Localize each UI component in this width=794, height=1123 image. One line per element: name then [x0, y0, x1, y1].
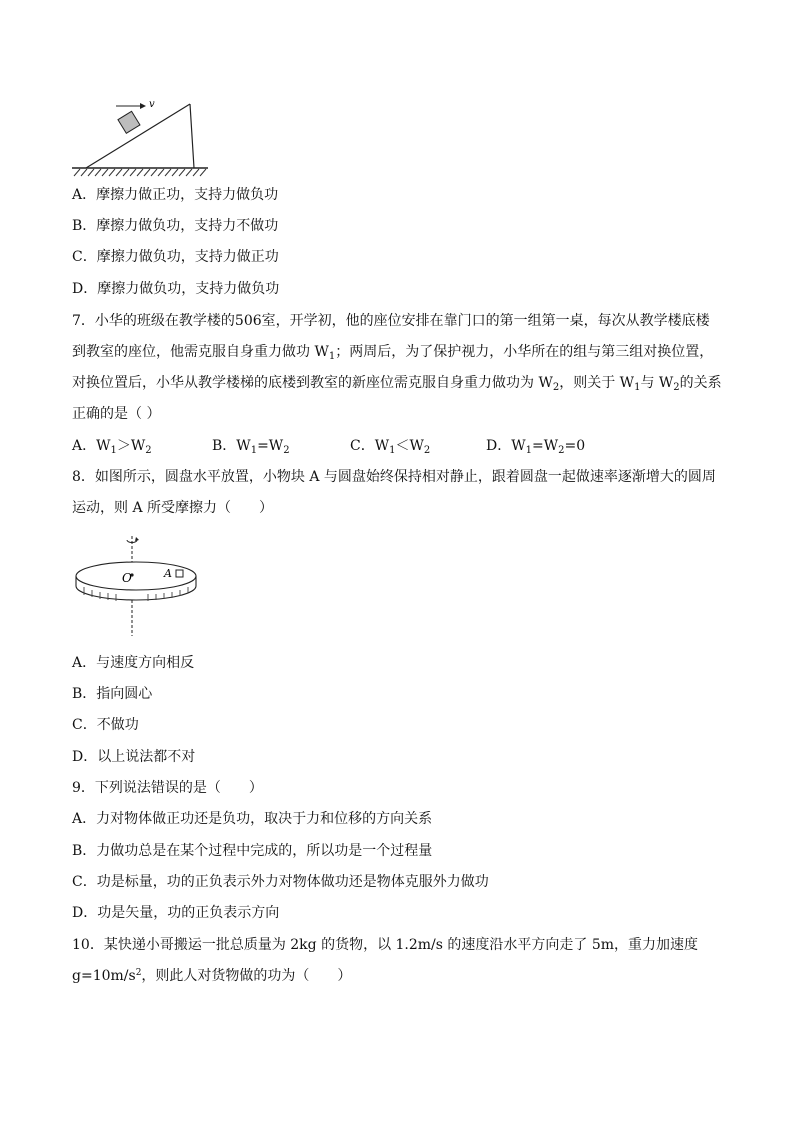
incline-vertical-side	[190, 104, 194, 168]
q8-option-c: C．不做功	[72, 717, 139, 733]
q7-line2-text-b: ；两周后，为了保护视力，小华所在的组与第三组对换位置，	[335, 344, 714, 360]
q7-line2-text-a: 到教室的座位，他需克服自身重力做功 W	[72, 344, 329, 360]
q7-opt-b-sub1: 1	[250, 445, 258, 456]
q7-opt-b-sub2: 2	[283, 445, 290, 456]
q7-opt-d-sub2: 2	[558, 445, 565, 456]
q7-sub-w1b: 1	[634, 382, 641, 393]
q7-opt-c-pre: C．W	[350, 438, 390, 454]
q7-option-b	[212, 437, 290, 455]
rotation-arrowhead	[135, 537, 139, 541]
q7-stem-line3	[72, 374, 722, 392]
q7-line3-text-b: ，则关于 W	[559, 375, 635, 391]
q8-stem-line2: 运动，则 A 所受摩擦力（ ）	[72, 500, 274, 516]
q8-option-b: B．指向圆心	[72, 686, 153, 702]
q9-stem: 9．下列说法错误的是（ ）	[72, 780, 263, 796]
q10-stem-line2	[72, 967, 351, 985]
q7-stem-line2	[72, 343, 713, 361]
ground-hatching	[74, 169, 206, 176]
q9-option-d: D．功是矢量，功的正负表示方向	[72, 905, 280, 921]
q7-opt-b-mid: =W	[257, 438, 284, 454]
q9-option-c: C．功是标量，功的正负表示外力对物体做功还是物体克服外力做功	[72, 874, 489, 890]
q7-opt-a-mid: ＞W	[116, 438, 146, 454]
q8-option-d: D．以上说法都不对	[72, 749, 196, 765]
rotating-disk-figure	[72, 530, 204, 640]
disk-center-label: O	[122, 571, 132, 585]
q9-option-a: A．力对物体做正功还是负功，取决于力和位移的方向关系	[72, 811, 433, 827]
q10-line2-text-a: g=10m/s	[72, 968, 136, 984]
sliding-block	[118, 111, 140, 133]
incline-surface	[86, 104, 190, 168]
small-block-a	[176, 570, 183, 577]
velocity-label: v	[149, 99, 155, 110]
q7-line3-text-d: 的关系	[679, 375, 722, 391]
q7-opt-c-sub1: 1	[389, 445, 396, 456]
q6-option-a: A．摩擦力做正功，支持力做负功	[72, 187, 279, 203]
q6-option-c: C．摩擦力做负功，支持力做正功	[72, 249, 279, 265]
q10-stem-line1: 10．某快递小哥搬运一批总质量为 2kg 的货物，以 1.2m/s 的速度沿水平方向走了 5m，重力加速度	[72, 937, 699, 953]
q8-stem-line1: 8．如图所示，圆盘水平放置，小物块 A 与圆盘始终保持相对静止，跟着圆盘一起做速率逐渐增大的圆周	[72, 469, 716, 485]
q7-sub-w2a: 2	[552, 382, 560, 393]
q7-line3-text-a: 对换位置后，小华从教学楼梯的底楼到教室的新座位需克服自身重力做功为 W	[72, 375, 553, 391]
q7-option-a	[72, 437, 152, 455]
velocity-arrowhead	[140, 103, 146, 109]
q7-option-d	[486, 437, 585, 455]
incline-figure	[70, 96, 212, 180]
q7-opt-d-sub1: 1	[525, 445, 532, 456]
q7-opt-c-sub2: 2	[423, 445, 431, 456]
block-label: A	[164, 567, 172, 580]
q7-opt-d-post: =0	[564, 438, 586, 454]
q7-opt-c-mid: ＜W	[395, 438, 424, 454]
q7-opt-a-sub1: 1	[110, 445, 117, 456]
q7-stem-line1: 7．小华的班级在教学楼的506室，开学初，他的座位安排在靠门口的第一组第一桌，每次从教学楼底楼	[72, 313, 710, 329]
q7-opt-a-sub2: 2	[145, 445, 152, 456]
q6-option-b: B．摩擦力做负功，支持力不做功	[72, 218, 279, 234]
q7-option-c	[350, 437, 430, 455]
q8-option-a: A．与速度方向相反	[72, 655, 195, 671]
q7-opt-d-pre: D．W	[486, 438, 526, 454]
q7-sub-w1: 1	[328, 351, 336, 362]
q6-option-d: D．摩擦力做负功，支持力做负功	[72, 281, 280, 297]
q7-opt-b-pre: B．W	[212, 438, 251, 454]
q10-sup-2: 2	[135, 968, 142, 978]
q7-opt-a-pre: A．W	[72, 438, 111, 454]
q7-line3-text-c: 与 W	[640, 375, 674, 391]
q7-stem-line4: 正确的是（ ）	[72, 406, 161, 422]
q7-sub-w2b: 2	[673, 382, 680, 393]
q10-line2-text-b: ，则此人对货物做的功为（ ）	[141, 968, 352, 984]
q9-option-b: B．力做功总是在某个过程中完成的，所以功是一个过程量	[72, 843, 433, 859]
q7-opt-d-mid: =W	[532, 438, 559, 454]
